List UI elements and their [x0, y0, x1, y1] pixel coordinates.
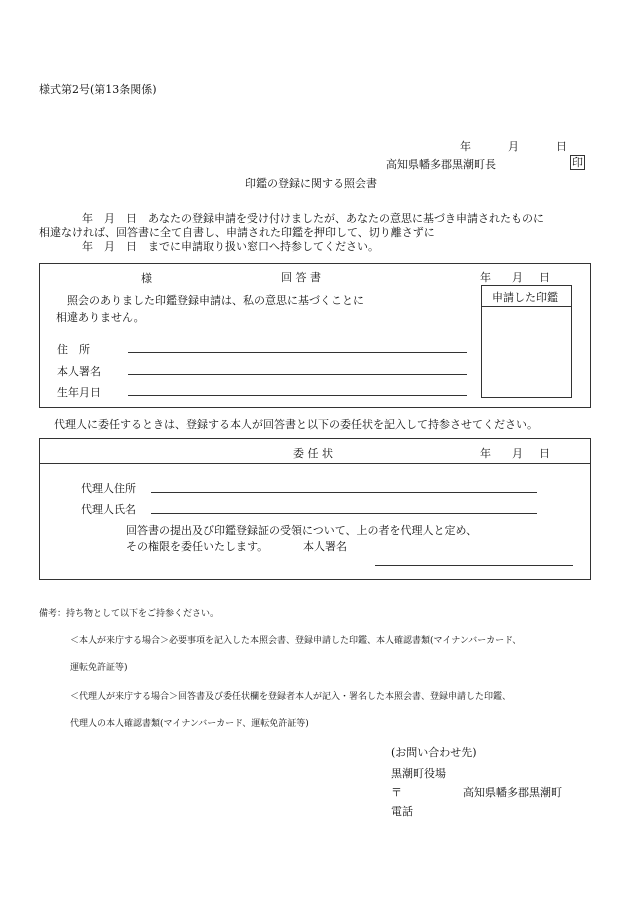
delegation-year: 年 [480, 447, 491, 460]
delegation-header-divider [40, 463, 590, 464]
remarks-proxy-line-1: ＜代理人が来庁する場合＞回答書及び委任状欄を登録者本人が記入・署名した本照会書、登録申請した印鑑、 [70, 692, 512, 702]
response-title: 回 答 書 [281, 271, 321, 284]
contact-heading: (お問い合わせ先) [391, 746, 477, 759]
intro-line-2: 相違なければ、回答書に全て自書し、申請された印鑑を押印して、切り離さずに [39, 226, 435, 239]
signature-field[interactable] [128, 374, 467, 375]
intro-line-1: 年 月 日 あなたの登録申請を受け付けましたが、あなたの意思に基づき申請されたものに [82, 212, 544, 225]
contact-postal-mark: 〒 [391, 786, 402, 799]
response-statement-line-1: 照会のありました印鑑登録申請は、私の意思に基づくことに [67, 294, 364, 307]
issuer-seal-mark: 印 [572, 156, 583, 169]
contact-address: 高知県幡多郡黒潮町 [463, 786, 562, 799]
response-statement-line-2: 相違ありません。 [56, 311, 145, 324]
delegation-text-line-1: 回答書の提出及び印鑑登録証の受領について、上の者を代理人と定め、 [126, 524, 478, 537]
address-field[interactable] [128, 352, 467, 353]
date-day: 日 [556, 140, 567, 153]
delegation-title: 委 任 状 [293, 447, 333, 460]
proxy-note: 代理人に委任するときは、登録する本人が回答書と以下の委任状を記入して持参させてください。 [54, 418, 538, 431]
seal-stamp-box[interactable] [481, 285, 572, 398]
issuer-title: 高知県幡多郡黒潮町長 [386, 158, 496, 171]
seal-box-divider [482, 306, 571, 307]
birthdate-field[interactable] [128, 395, 467, 396]
delegation-day: 日 [539, 447, 550, 460]
proxy-name-field[interactable] [151, 513, 537, 514]
response-year: 年 [480, 271, 491, 284]
signature-label: 本人署名 [57, 365, 101, 378]
delegation-section [39, 438, 591, 580]
proxy-name-label: 代理人氏名 [81, 503, 136, 516]
response-month: 月 [512, 271, 523, 284]
contact-office: 黒潮町役場 [391, 767, 446, 780]
response-day: 日 [539, 271, 550, 284]
intro-line-3: 年 月 日 までに申請取り扱い窓口へ持参してください。 [82, 240, 379, 253]
remarks-proxy-line-2: 代理人の本人確認書類(マイナンバーカード、運転免許証等) [70, 719, 309, 729]
birthdate-label: 生年月日 [57, 386, 101, 399]
contact-phone-label: 電話 [391, 805, 413, 818]
address-label: 住 所 [57, 343, 90, 356]
delegation-month: 月 [512, 447, 523, 460]
delegation-signature-field[interactable] [375, 565, 573, 566]
seal-box-label: 申請した印鑑 [492, 291, 558, 304]
delegation-signature-label: 本人署名 [303, 540, 347, 553]
doc-title: 印鑑の登録に関する照会書 [245, 177, 377, 190]
response-section [39, 263, 591, 408]
form-number: 様式第2号(第13条関係) [39, 83, 157, 96]
remarks-heading: 備考：持ち物として以下をご持参ください。 [39, 609, 220, 619]
delegation-text-line-2: その権限を委任いたします。 [126, 540, 269, 553]
date-year: 年 [460, 140, 471, 153]
proxy-address-label: 代理人住所 [81, 482, 136, 495]
remarks-self-line-2: 運転免許証等) [70, 663, 128, 673]
remarks-self-line-1: ＜本人が来庁する場合＞必要事項を記入した本照会書、登録申請した印鑑、本人確認書類(マイナンバーカード、 [70, 636, 522, 646]
addressee-suffix: 様 [141, 272, 152, 285]
proxy-address-field[interactable] [151, 492, 537, 493]
date-month: 月 [508, 140, 519, 153]
